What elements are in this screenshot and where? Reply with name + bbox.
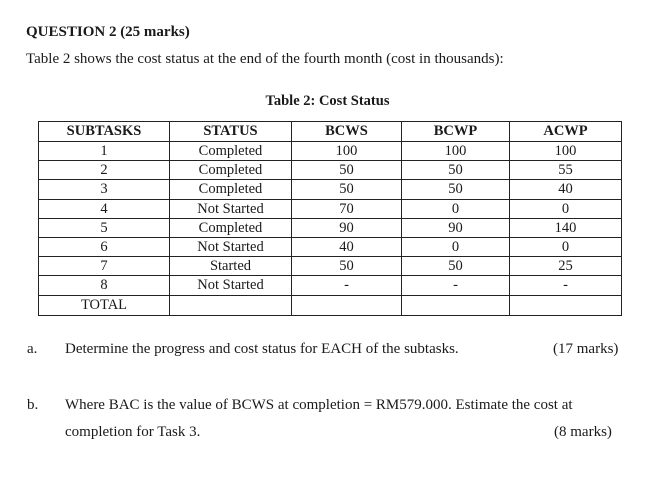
part-a-marks: (17 marks) bbox=[553, 341, 619, 357]
cell-acwp: 100 bbox=[510, 142, 622, 161]
cell-status: Not Started bbox=[170, 199, 292, 218]
table-caption bbox=[0, 93, 663, 110]
cell-status: Completed bbox=[170, 180, 292, 199]
cell-subtask: 2 bbox=[39, 161, 170, 180]
cell-acwp: 140 bbox=[510, 218, 622, 237]
cell-total-empty bbox=[292, 295, 402, 315]
cell-total-empty bbox=[170, 295, 292, 315]
cell-bcws: 100 bbox=[292, 142, 402, 161]
cell-bcwp: 0 bbox=[402, 238, 510, 257]
table-row bbox=[39, 276, 622, 295]
cell-bcwp: - bbox=[402, 276, 510, 295]
question-intro: Table 2 shows the cost status at the end of the fourth month (cost in thousands): bbox=[26, 51, 504, 67]
cell-acwp: 40 bbox=[510, 180, 622, 199]
header-acwp: ACWP bbox=[510, 122, 622, 142]
question-title: QUESTION 2 (25 marks) bbox=[26, 24, 190, 40]
cell-bcwp: 0 bbox=[402, 199, 510, 218]
cell-bcws: 70 bbox=[292, 199, 402, 218]
table-row bbox=[39, 199, 622, 218]
cell-status: Completed bbox=[170, 161, 292, 180]
header-bcwp: BCWP bbox=[402, 122, 510, 142]
cell-bcws: 90 bbox=[292, 218, 402, 237]
table-row bbox=[39, 218, 622, 237]
cell-total-empty bbox=[402, 295, 510, 315]
cell-subtask: 7 bbox=[39, 257, 170, 276]
cell-bcwp: 50 bbox=[402, 161, 510, 180]
cell-subtask: 5 bbox=[39, 218, 170, 237]
part-b-marks: (8 marks) bbox=[554, 424, 612, 440]
cell-acwp: 0 bbox=[510, 238, 622, 257]
cell-subtask: 3 bbox=[39, 180, 170, 199]
cell-total-empty bbox=[510, 295, 622, 315]
table-row bbox=[39, 238, 622, 257]
cell-subtask: 1 bbox=[39, 142, 170, 161]
cell-total-label: TOTAL bbox=[39, 295, 170, 315]
table-row bbox=[39, 180, 622, 199]
part-a-letter: a. bbox=[27, 341, 38, 357]
cell-bcws: 50 bbox=[292, 257, 402, 276]
header-status: STATUS bbox=[170, 122, 292, 142]
table-caption-text: Table 2: Cost Status bbox=[265, 93, 390, 109]
cell-status: Started bbox=[170, 257, 292, 276]
cell-status: Not Started bbox=[170, 276, 292, 295]
cost-status-table bbox=[38, 121, 622, 316]
cell-bcwp: 100 bbox=[402, 142, 510, 161]
header-bcws: BCWS bbox=[292, 122, 402, 142]
cell-status: Completed bbox=[170, 218, 292, 237]
table-header-row bbox=[39, 122, 622, 142]
cell-bcws: 40 bbox=[292, 238, 402, 257]
part-a-text: Determine the progress and cost status for EACH of the subtasks. bbox=[65, 341, 459, 357]
table-row bbox=[39, 142, 622, 161]
table-row bbox=[39, 257, 622, 276]
cell-bcwp: 50 bbox=[402, 257, 510, 276]
cell-status: Not Started bbox=[170, 238, 292, 257]
cell-bcwp: 90 bbox=[402, 218, 510, 237]
total-row bbox=[39, 295, 622, 315]
cell-bcws: 50 bbox=[292, 161, 402, 180]
cell-bcwp: 50 bbox=[402, 180, 510, 199]
cell-bcws: 50 bbox=[292, 180, 402, 199]
cell-subtask: 4 bbox=[39, 199, 170, 218]
cell-subtask: 8 bbox=[39, 276, 170, 295]
part-b-line2: completion for Task 3. bbox=[65, 424, 201, 440]
cell-acwp: 55 bbox=[510, 161, 622, 180]
cell-acwp: - bbox=[510, 276, 622, 295]
cell-status: Completed bbox=[170, 142, 292, 161]
cell-bcws: - bbox=[292, 276, 402, 295]
part-b-letter: b. bbox=[27, 397, 39, 413]
part-b-line1: Where BAC is the value of BCWS at completion = RM579.000. Estimate the cost at bbox=[65, 397, 573, 413]
cell-subtask: 6 bbox=[39, 238, 170, 257]
cell-acwp: 0 bbox=[510, 199, 622, 218]
header-subtasks: SUBTASKS bbox=[39, 122, 170, 142]
cell-acwp: 25 bbox=[510, 257, 622, 276]
table-row bbox=[39, 161, 622, 180]
